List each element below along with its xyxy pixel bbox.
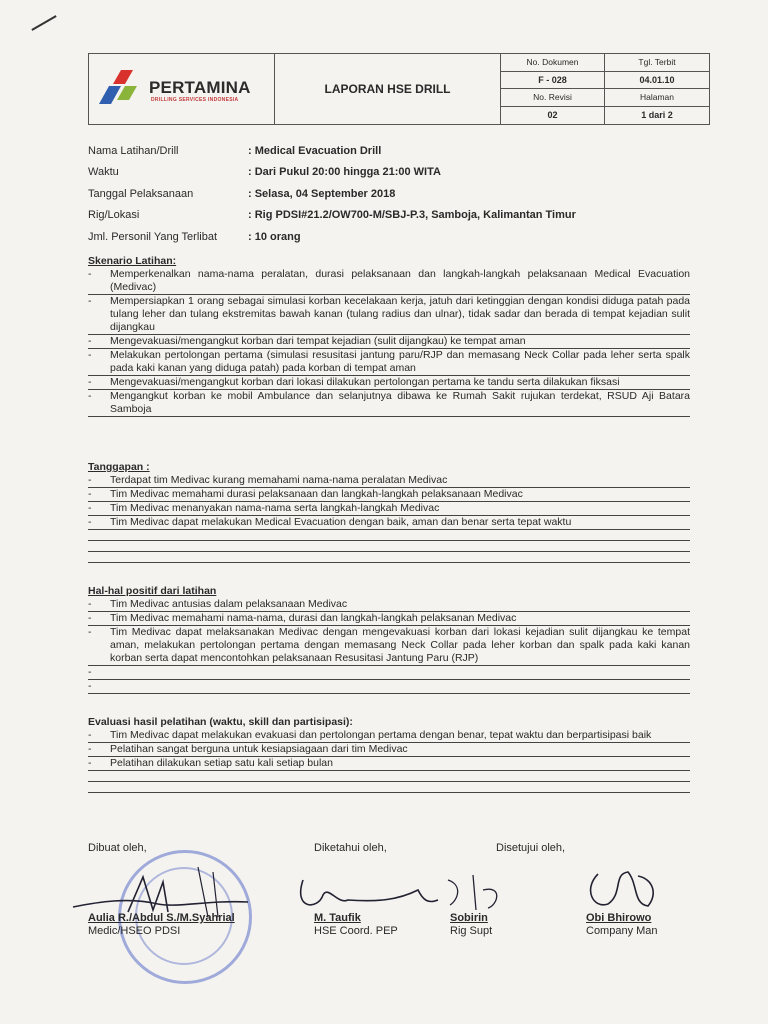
list-item: - Tim Medivac dapat melakukan evakuasi dan pertolongan pertama dengan benar, tepat waktu dan berpartisipasi baik — [88, 729, 690, 743]
pen-mark — [31, 15, 56, 31]
info-row: Nama Latihan/Drill : Medical Evacuation Drill — [88, 144, 382, 157]
doc-no-label: No. Dokumen — [501, 54, 605, 72]
approved-by-label: Disetujui oleh, — [496, 842, 566, 854]
section-tanggapan — [88, 460, 690, 563]
pertamina-logo-icon — [95, 68, 145, 108]
section-evaluasi — [88, 715, 690, 793]
section-title: Skenario Latihan: — [88, 255, 177, 267]
made-by-label: Dibuat oleh, — [88, 842, 147, 854]
section-title: Hal-hal positif dari latihan — [88, 585, 217, 597]
list-item: - Mengevakuasi/mengangkut korban dari lokasi dilakukan pertolongan pertama ke tandu serta dilakukan fiksasi — [88, 376, 690, 390]
company-subtitle: DRILLING SERVICES INDONESIA — [151, 97, 239, 103]
info-row: Waktu : Dari Pukul 20:00 hingga 21:00 WITA — [88, 166, 441, 179]
section-title: Tanggapan : — [88, 461, 150, 473]
document-meta — [501, 54, 709, 124]
blank-line — [88, 552, 690, 563]
list-item: - Mempersiapkan 1 orang sebagai simulasi korban kecelakaan kerja, jatuh dari ketinggian dengan kondisi diduga patah pada tulang leher dan tulang ekstremitas bawah kanan (tulang radius dan ulnar), tidak sadar dan berada di tempat kejadian sulit dijangkau — [88, 295, 690, 333]
section-positif — [88, 584, 690, 694]
page-value: 1 dari 2 — [641, 110, 673, 121]
info-row: Tanggal Pelaksanaan : Selasa, 04 September 2018 — [88, 187, 396, 200]
list-item: - Tim Medivac dapat melakukan Medical Evacuation dengan baik, aman dan benar serta tepat waktu — [88, 516, 690, 530]
list-item: - Tim Medivac memahami nama-nama, durasi dan langkah-langkah pelaksanan Medivac — [88, 612, 690, 626]
blank-line — [88, 530, 690, 541]
drill-info — [88, 140, 708, 248]
list-item: - Mengangkut korban ke mobil Ambulance dan selanjutnya dibawa ke Rumah Sakit rujukan terdekat, RSUD Aji Batara Samboja — [88, 390, 690, 415]
document-header — [88, 53, 710, 125]
list-item: - Tim Medivac dapat melaksanakan Medivac dengan mengevakuasi korban dari lokasi kejadian sulit dijangkau ke tempat aman, melakukan pertolongan pertama dengan memasang Neck Collar pada leher korban dan spalk pada kaki kanan korban serta dapat mencontohkan pelaksanaan Resusitasi Jantung Paru (RJP) — [88, 626, 690, 664]
page-label: Halaman — [605, 89, 709, 107]
list-item: - Pelatihan sangat berguna untuk kesiapsiagaan dari tim Medivac — [88, 743, 690, 757]
list-item: - Tim Medivac menanyakan nama-nama serta langkah-langkah Medivac — [88, 502, 690, 516]
blank-line — [88, 771, 690, 782]
revision-value: 02 — [501, 107, 605, 125]
blank-line — [88, 782, 690, 793]
info-row: Jml. Personil Yang Terlibat : 10 orang — [88, 230, 301, 243]
issue-date-label: Tgl. Terbit — [605, 54, 709, 72]
list-item: - Terdapat tim Medivac kurang memahami nama-nama peralatan Medivac — [88, 474, 690, 488]
list-item: - Memperkenalkan nama-nama peralatan, durasi pelaksanaan dan langkah-langkah pelaksanaan Medical Evacuation (Medivac) — [88, 268, 690, 293]
signer-hse-coord: M. Taufik HSE Coord. PEP — [314, 912, 398, 937]
list-item: - Mengevakuasi/mengangkut korban dari tempat kejadian (sulit dijangkau) ke tempat aman — [88, 335, 690, 349]
blank-line — [88, 541, 690, 552]
signer-medic: Aulia R./Abdul S./M.Syahrial Medic/HSEO PDSI — [88, 912, 235, 937]
list-item: - Tim Medivac memahami durasi pelaksanaan dan langkah-langkah pelaksanaan Medivac — [88, 488, 690, 502]
info-row: Rig/Lokasi : Rig PDSI#21.2/OW700-M/SBJ-P.3, Samboja, Kalimantan Timur — [88, 209, 576, 222]
logo-cell — [89, 54, 275, 124]
section-skenario — [88, 254, 690, 417]
section-title: Evaluasi hasil pelatihan (waktu, skill dan partisipasi): — [88, 716, 353, 728]
revision-label: No. Revisi — [501, 89, 605, 107]
signer-company-man: Obi Bhirowo Company Man — [586, 912, 658, 937]
list-item: - Tim Medivac antusias dalam pelaksanaan Medivac — [88, 598, 690, 612]
doc-no-value: F - 028 — [501, 72, 605, 90]
signer-rig-supt: Sobirin Rig Supt — [450, 912, 493, 937]
signature-obi — [578, 864, 668, 914]
list-item: - Melakukan pertolongan pertama (simulasi resusitasi jantung paru/RJP dan memasang Neck Collar pada leher serta spalk pada kaki kanan yang diduga patah) pada korban di tempat aman — [88, 349, 690, 374]
list-item: - — [88, 680, 690, 694]
company-name: PERTAMINA — [149, 78, 251, 97]
known-by-label: Diketahui oleh, — [314, 842, 387, 854]
document-title: LAPORAN HSE DRILL — [275, 54, 501, 124]
list-item: - Pelatihan dilakukan setiap satu kali setiap bulan — [88, 757, 690, 771]
list-item: - — [88, 666, 690, 680]
issue-date-value: 04.01.10 — [605, 72, 709, 90]
